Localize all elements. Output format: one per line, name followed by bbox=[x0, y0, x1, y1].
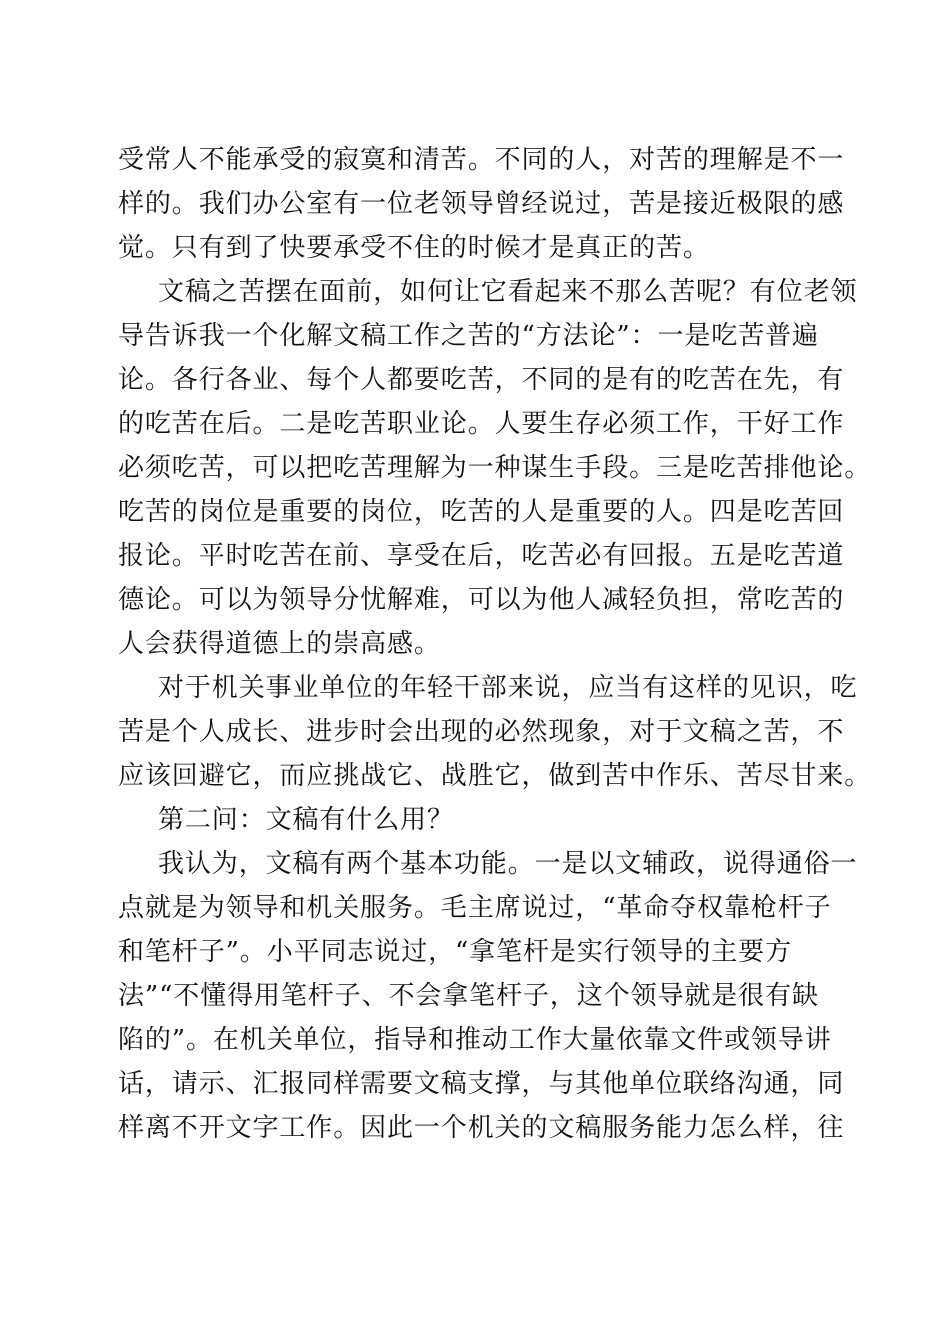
paragraph-start-line: 文稿之苦摆在面前，如何让它看起来不那么苦呢？有位老领 bbox=[158, 277, 858, 307]
text-line: 论。各行各业、每个人都要吃苦，不同的是有的吃苦在先，有 bbox=[118, 365, 845, 395]
text-line: 报论。平时吃苦在前、享受在后，吃苦必有回报。五是吃苦道 bbox=[118, 541, 845, 571]
section-heading: 第二问：文稿有什么用？ bbox=[158, 805, 454, 835]
text-line: 话，请示、汇报同样需要文稿支撑，与其他单位联络沟通，同 bbox=[118, 1069, 845, 1099]
text-line: 陷的”。在机关单位，指导和推动工作大量依靠文件或领导讲 bbox=[118, 1025, 832, 1055]
text-line: 受常人不能承受的寂寞和清苦。不同的人，对苦的理解是不一 bbox=[118, 145, 845, 175]
text-line: 点就是为领导和机关服务。毛主席说过，“革命夺权靠枪杆子 bbox=[118, 893, 832, 923]
text-line: 样离不开文字工作。因此一个机关的文稿服务能力怎么样，往 bbox=[118, 1113, 845, 1143]
text-line: 觉。只有到了快要承受不住的时候才是真正的苦。 bbox=[118, 233, 710, 263]
text-line: 必须吃苦，可以把吃苦理解为一种谋生手段。三是吃苦排他论。 bbox=[118, 453, 872, 483]
text-line: 人会获得道德上的崇高感。 bbox=[118, 629, 441, 659]
paragraph-start-line: 对于机关事业单位的年轻干部来说，应当有这样的见识，吃 bbox=[158, 673, 858, 703]
paragraph-start-line: 我认为，文稿有两个基本功能。一是以文辅政，说得通俗一 bbox=[158, 849, 858, 879]
text-line: 应该回避它，而应挑战它、战胜它，做到苦中作乐、苦尽甘来。 bbox=[118, 761, 872, 791]
text-line: 吃苦的岗位是重要的岗位，吃苦的人是重要的人。四是吃苦回 bbox=[118, 497, 845, 527]
text-line: 德论。可以为领导分忧解难，可以为他人减轻负担，常吃苦的 bbox=[118, 585, 845, 615]
text-line: 苦是个人成长、进步时会出现的必然现象，对于文稿之苦，不 bbox=[118, 717, 845, 747]
text-line: 和笔杆子”。小平同志说过，“拿笔杆是实行领导的主要方 bbox=[118, 937, 792, 967]
document-body bbox=[118, 138, 872, 1150]
text-line: 样的。我们办公室有一位老领导曾经说过，苦是接近极限的感 bbox=[118, 189, 845, 219]
text-line: 导告诉我一个化解文稿工作之苦的“方法论”：一是吃苦普遍 bbox=[118, 321, 819, 351]
text-line: 法”“不懂得用笔杆子、不会拿笔杆子，这个领导就是很有缺 bbox=[118, 981, 819, 1011]
text-line: 的吃苦在后。二是吃苦职业论。人要生存必须工作，干好工作 bbox=[118, 409, 845, 439]
